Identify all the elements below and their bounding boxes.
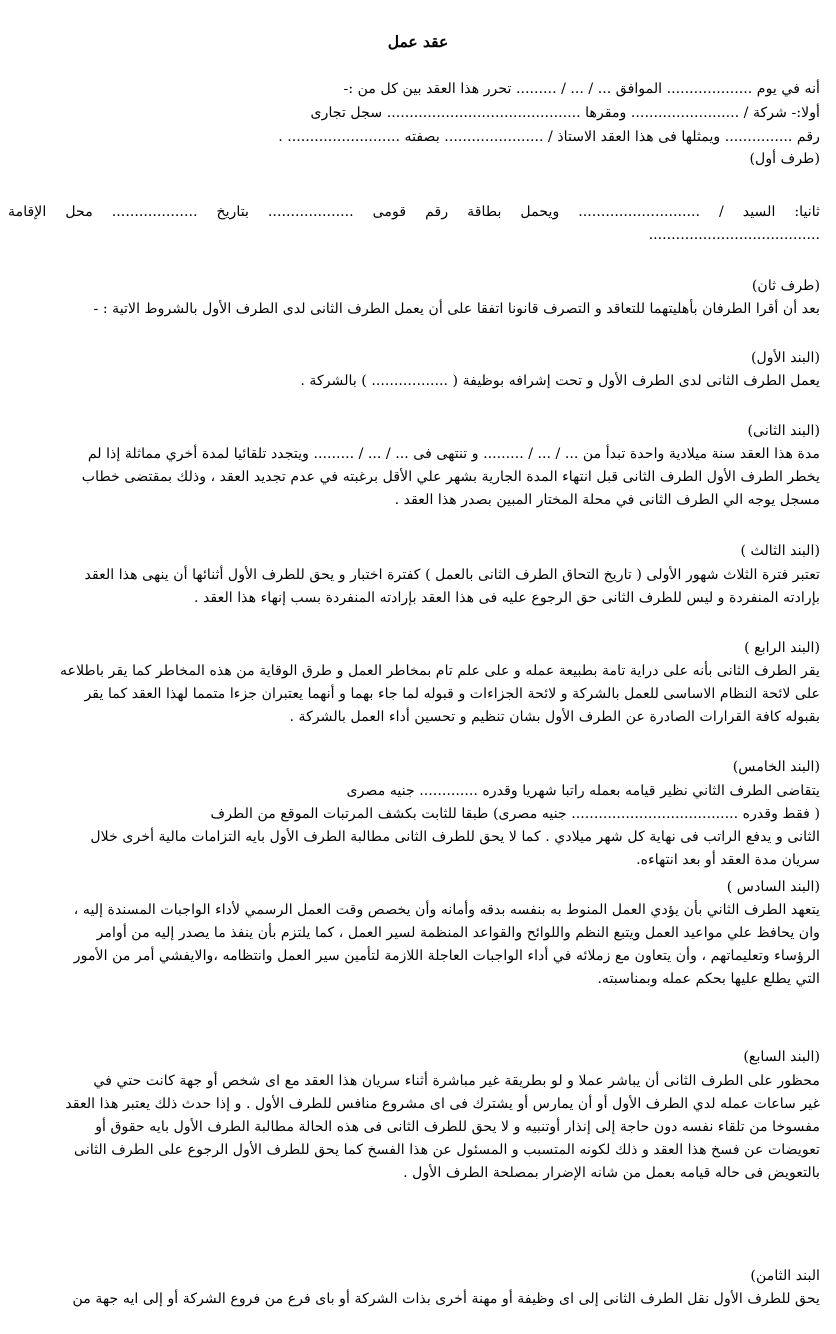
clause-5-body — [8, 780, 820, 872]
clause-line: مسجل يوجه الي الطرف الثانى في محلة المختار المبين بصدر هذا العقد . — [394, 492, 820, 508]
clause-7-heading: (البند السابع) — [743, 1049, 820, 1065]
clause-line: يخطر الطرف الأول الطرف الثانى قبل انتهاء المدة الجارية بشهر علي الأقل برغبته في عدم تجديد العقد ، وذلك بمقتضى خطاب — [81, 469, 820, 485]
clause-6-body — [8, 899, 820, 991]
clause-line: الثانى و يدفع الراتب فى نهاية كل شهر ميلادي . كما لا يحق للطرف الثانى مطالبة الطرف الأول بايه التزامات مالية أخرى خلال — [90, 829, 820, 845]
intro-line-representative: رقم ............... ويمثلها فى هذا العقد الاستاذ / ...................... بصفته ......................... . — [278, 129, 820, 145]
clause-8-heading: البند الثامن) — [750, 1268, 820, 1284]
agreement-preamble: بعد أن أقرا الطرفان بأهليتهما للتعاقد و التصرف قانونا اتفقا على أن يعمل الطرف الثانى لدى الطرف الأول بالشروط الاتية : - — [93, 301, 820, 317]
clause-2-heading: (البند الثانى) — [747, 423, 820, 439]
intro-line-date: أنه في يوم ................... الموافق ... / ... / ......... تحرر هذا العقد بين كل من :- — [343, 81, 820, 97]
clause-1-heading: (البند الأول) — [750, 350, 820, 366]
clause-line: يعمل الطرف الثانى لدى الطرف الأول و تحت إشرافه بوظيفة ( ................. ) بالشركة . — [300, 373, 820, 389]
clause-8-body — [8, 1288, 820, 1311]
intro-line-company: أولا:- شركة / ........................ ومقرها ........................................... سجل تجارى — [310, 105, 820, 121]
clause-line: يتقاضى الطرف الثاني نظير قيامه بعمله راتبا شهريا وقدره ............. جنيه مصرى — [346, 783, 820, 799]
clause-3-heading: (البند الثالث ) — [740, 543, 820, 559]
clause-line: وان يحافظ علي مواعيد العمل ويتبع النظم واللوائح والقواعد المنظمة لسير العمل ، كما يلتزم بأن ينفذ ما يصدر إليه من أوامر — [96, 925, 820, 941]
clause-line: تعتبر فترة الثلاث شهور الأولى ( تاريخ التحاق الطرف الثانى بالعمل ) كفترة اختبار و يحق للطرف الأول أثنائها أن ينهى هذا العقد — [84, 567, 820, 583]
clause-line: مفسوخا من تلقاء نفسه دون حاجة إلى إنذار أوتنبيه و لا يحق للطرف الثانى فى هذه الحالة مطالبة الطرف الأول بايه حقوق أو — [95, 1119, 820, 1135]
clause-line: محظور على الطرف الثانى أن يباشر عملا و لو بطريقة غير مباشرة أثناء سريان هذا العقد مع اى شخص أو جهة كانت حتي في — [93, 1073, 820, 1089]
intro-line-second-party: ثانيا: السيد / ........................... ويحمل بطاقة رقم قومى ................... بتاريخ ................... محل الإقامة ...................................... — [8, 204, 820, 243]
clause-line: يتعهد الطرف الثاني بأن يؤدي العمل المنوط به بنفسه بدقه وأمانه وأن يخصص وقت العمل الرسمي لأداء الواجبات المسندة إليه ، — [73, 902, 820, 918]
clause-2-body — [8, 443, 820, 512]
clause-line: غير ساعات عمله لدي الطرف الأول أو أن يمارس أو يشترك فى اى مشروع منافس للطرف الأول . و إذا حدث ذلك يعتبر هذا العقد — [65, 1096, 820, 1112]
clause-line: بقبوله كافة القرارات الصادرة عن الطرف الأول بشان تنظيم و تحسين أداء العمل بالشركة . — [289, 709, 820, 725]
clause-1-body — [8, 370, 820, 393]
clause-line: بالتعويض فى حاله قيامه بعمل من شانه الإضرار بمصلحة الطرف الأول . — [403, 1165, 820, 1181]
clause-line: مدة هذا العقد سنة ميلادية واحدة تبدأ من ... / ... / ......... و تنتهى فى ... / ... / ......... ويتجدد تلقائيا لمدة أخري مماثلة إذا لم — [87, 446, 820, 462]
first-party-label: (طرف أول) — [749, 151, 820, 167]
clause-6-heading: (البند السادس ) — [726, 879, 820, 895]
clause-line: ( فقط وقدره ..................................... جنيه مصرى) طبقا للثابت بكشف المرتبات الموقع من الطرف — [210, 806, 820, 822]
clause-4-body — [8, 660, 820, 729]
clause-line: سريان مدة العقد أو بعد انتهاءه. — [636, 852, 820, 868]
clause-line: الرؤساء وتعليماتهم ، وأن يتعاون مع زملائه في أداء الواجبات العاجلة اللازمة لتأمين سير العمل وانتظامه ،والايفشي أمر من الأمور — [73, 948, 820, 964]
clause-line: يقر الطرف الثانى بأنه على دراية تامة بطبيعة عمله و على علم تام بمخاطر العمل و طرق الوقاية من هذه المخاطر كما يقر باطلاعه — [60, 663, 820, 679]
clause-line: بإرادته المنفردة و ليس للطرف الثانى حق الرجوع عليه فى هذا العقد بإرادته المنفردة بسب إنهاء هذا العقد . — [193, 590, 820, 606]
clause-3-body — [8, 564, 820, 610]
clause-line: التي يطلع عليها بحكم عمله وبمناسبته. — [597, 971, 820, 987]
document-title: عقد عمل — [387, 32, 449, 51]
clause-5-heading: (البند الخامس) — [732, 759, 820, 775]
clause-line: على لائحة النظام الاساسى للعمل بالشركة و لائحة الجزاءات و قبوله لما جاء بهما و أنهما يعتبران جزءا متمما لهذا العقد كما يقر — [84, 686, 820, 702]
second-party-label: (طرف ثان) — [751, 278, 820, 294]
clause-line: يحق للطرف الأول نقل الطرف الثانى إلى اى وظيفة أو مهنة أخرى بذات الشركة أو باى فرع من فروع الشركة أو إلى ايه جهة من — [72, 1291, 820, 1307]
clause-4-heading: (البند الرابع ) — [744, 640, 820, 656]
clause-line: تعويضات عن فسخ هذا العقد و ذلك لكونه المتسبب و المسئول عن هذا الفسخ كما يحق للطرف الأول الرجوع على الطرف الثانى — [74, 1142, 820, 1158]
clause-7-body — [8, 1070, 820, 1185]
